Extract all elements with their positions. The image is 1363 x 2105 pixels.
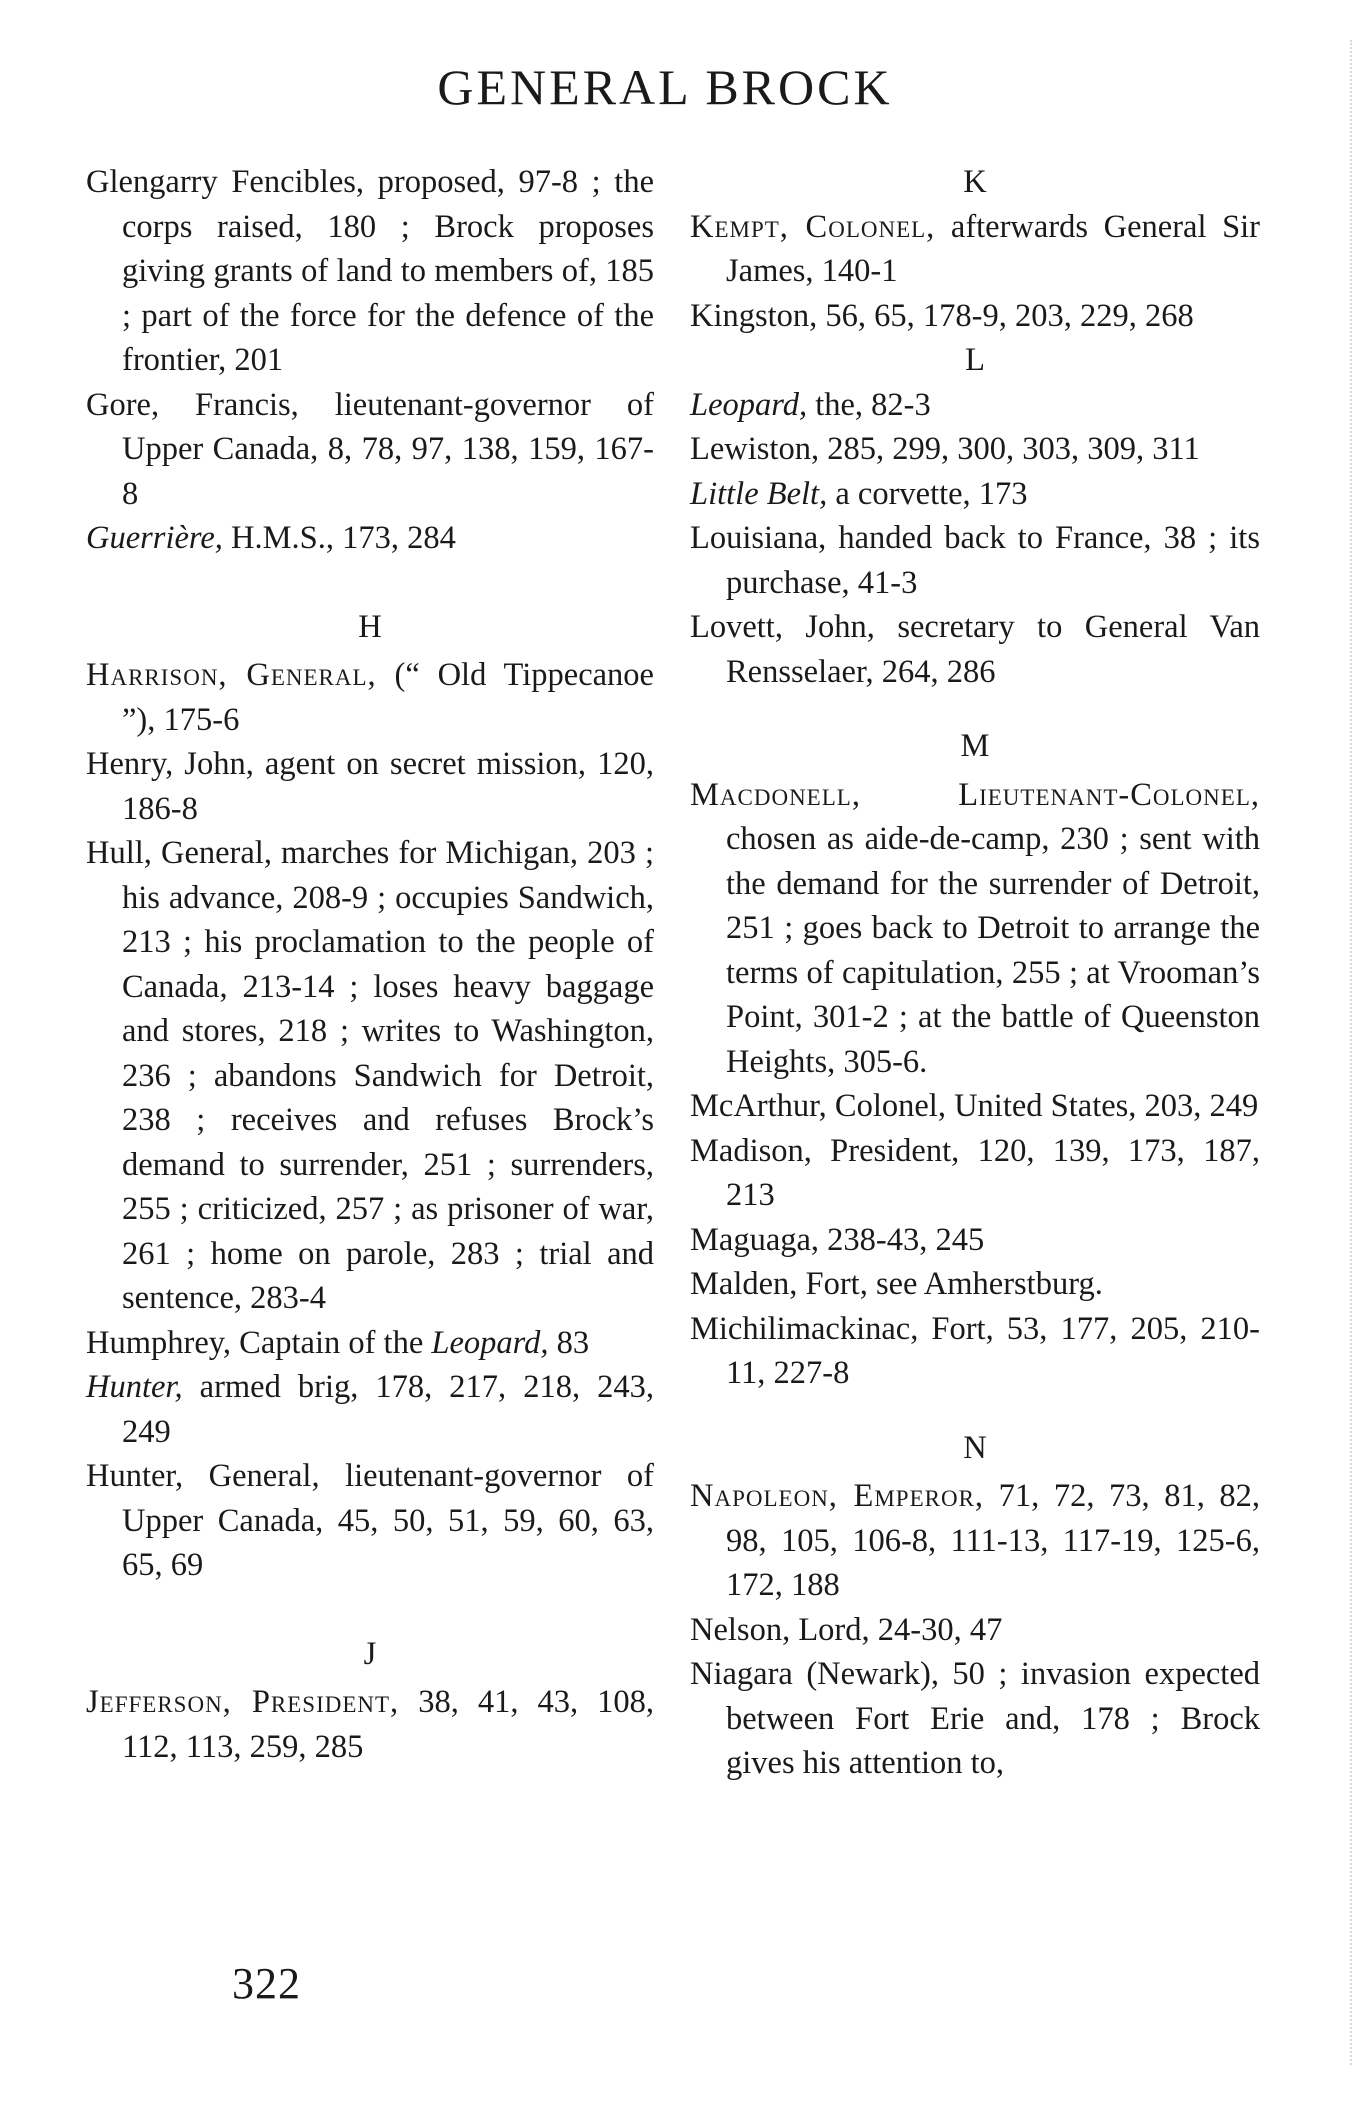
entry-text: Humphrey, Captain of the — [86, 1324, 432, 1361]
entry-text: armed brig, 178, 217, 218, 243, 249 — [122, 1369, 654, 1450]
index-entry-lewiston: Lewiston, 285, 299, 300, 303, 309, 311 — [690, 431, 1200, 467]
entry-name: Harrison, General, — [86, 657, 377, 693]
index-entry-kingston: Kingston, 56, 65, 178-9, 203, 229, 268 — [690, 297, 1194, 334]
index-entry-kempt — [690, 205, 1260, 294]
entry-text: (“ Old Tippecanoe ”), 175-6 — [122, 657, 654, 738]
index-column-right — [690, 160, 1260, 1786]
entry-name: Jefferson, President, — [86, 1684, 400, 1720]
index-entry-harrison — [86, 653, 654, 742]
index-entry-hull: Hull, General, marches for Michigan, 203 ; his advance, 208-9 ; occupies Sandwich, 213 ; his proclamation to the people of Canada, 213-14 ; loses heavy baggage and stores, 218 ; writes to Washington, 236 ; abandons Sandwich for Detroit, 238 ; receives and refuses Brock’s demand to surrender, 251 ; surrenders, 255 ; criticized, 257 ; as prisoner of war, 261 ; home on parole, 283 ; trial and sentence, 283-4 — [86, 835, 654, 1316]
index-entry-lovett: Lovett, John, secretary to General Van Rensselaer, 264, 286 — [690, 609, 1260, 690]
ship-name: Hunter, — [86, 1369, 183, 1405]
index-entry-guerriere — [86, 516, 654, 561]
index-entry-malden: Malden, Fort, see Amherstburg. — [690, 1266, 1103, 1302]
entry-name: Napoleon, Emperor, — [690, 1478, 985, 1514]
entry-name: Kempt, Colonel, — [690, 208, 936, 245]
ship-name: Little Belt, — [690, 475, 828, 512]
entry-text: a corvette, 173 — [827, 475, 1028, 512]
index-entry-macdonell — [690, 773, 1260, 1085]
letter-heading-j: J — [363, 1635, 377, 1672]
index-entry-hunter-general: Hunter, General, lieutenant-governor of Upper Canada, 45, 50, 51, 59, 60, 63, 65, 69 — [86, 1458, 654, 1583]
index-entry-hunter-brig — [86, 1365, 654, 1454]
letter-heading-m: M — [960, 728, 990, 764]
letter-heading-n: N — [963, 1429, 987, 1466]
entry-name: Macdonell, Lieutenant-Colonel, — [690, 776, 1260, 813]
letter-heading-k: K — [963, 164, 987, 200]
index-entry-louisiana: Louisiana, handed back to France, 38 ; its purchase, 41-3 — [690, 520, 1260, 601]
index-entry-little-belt — [690, 472, 1260, 517]
index-entry-henry: Henry, John, agent on secret mission, 120, 186-8 — [86, 746, 654, 827]
index-entry-napoleon — [690, 1474, 1260, 1608]
letter-heading-h: H — [358, 608, 382, 645]
index-entry-jefferson — [86, 1680, 654, 1769]
page-title: GENERAL BROCK — [437, 59, 893, 115]
index-entry-gore: Gore, Francis, lieutenant-governor of Upper Canada, 8, 78, 97, 138, 159, 167-8 — [86, 386, 654, 512]
entry-text: 71, 72, 73, 81, 82, 98, 105, 106-8, 111-13, 117-19, 125-6, 172, 188 — [726, 1478, 1260, 1603]
index-entry-madison: Madison, President, 120, 139, 173, 187, 213 — [690, 1132, 1260, 1213]
ship-name: Leopard, — [431, 1324, 549, 1361]
index-entry-niagara: Niagara (Newark), 50 ; invasion expected between Fort Erie and, 178 ; Brock gives his attention to, — [690, 1656, 1260, 1781]
entry-text: 38, 41, 43, 108, 112, 113, 259, 285 — [122, 1684, 654, 1765]
index-entry-nelson: Nelson, Lord, 24-30, 47 — [690, 1611, 1003, 1648]
entry-text: H.M.S., 173, 284 — [222, 520, 456, 556]
ship-name: Guerrière, — [86, 520, 223, 556]
index-entry-michilimackinac: Michilimackinac, Fort, 53, 177, 205, 210-11, 227-8 — [690, 1310, 1260, 1391]
letter-heading-l: L — [965, 342, 985, 378]
index-entry-mcarthur: McArthur, Colonel, United States, 203, 249 — [690, 1088, 1259, 1124]
index-column-left — [86, 160, 654, 1769]
page-number: 322 — [232, 1959, 301, 2008]
index-entry-glengarry: Glengarry Fencibles, proposed, 97-8 ; the corps raised, 180 ; Brock proposes giving grants of land to members of, 185 ; part of the force for the defence of the frontier, 201 — [86, 164, 654, 378]
entry-text: the, 82-3 — [807, 386, 931, 423]
index-entry-humphrey — [86, 1321, 654, 1366]
entry-text: chosen as aide-de-camp, 230 ; sent with the demand for the surrender of Detroit, 251 ; goes back to Detroit to arrange the terms of capitulation, 255 ; at Vrooman’s Point, 301-2 ; at the battle of Queenston Heights, 305-6. — [726, 821, 1260, 1080]
entry-text: afterwards General Sir James, 140-1 — [726, 208, 1260, 289]
index-entry-leopard — [690, 383, 1260, 428]
index-entry-maguaga: Maguaga, 238-43, 245 — [690, 1221, 985, 1258]
scan-edge-marks — [1350, 40, 1355, 2065]
entry-text: 83 — [548, 1324, 590, 1361]
ship-name: Leopard, — [690, 386, 808, 423]
